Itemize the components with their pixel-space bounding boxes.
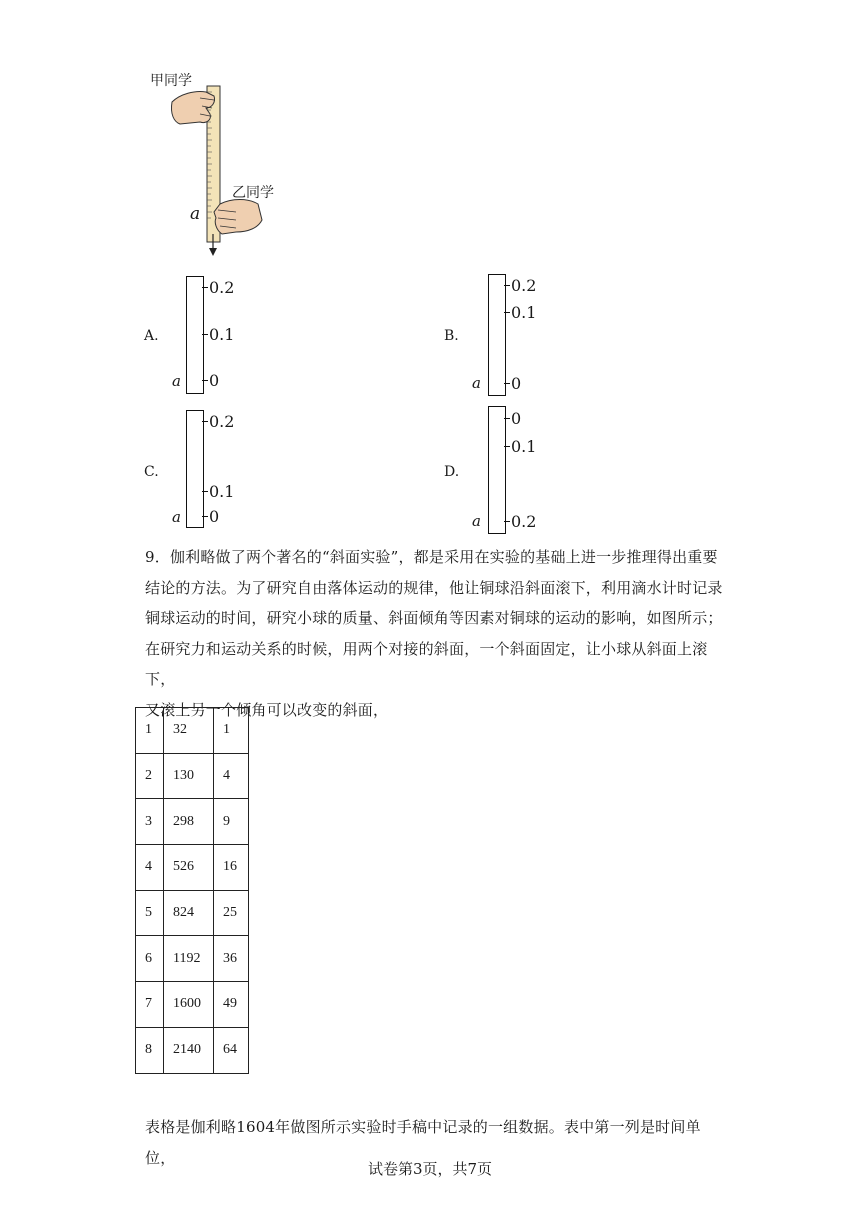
- tick-label: 0.2: [209, 412, 235, 431]
- tick-label: 0.1: [511, 437, 537, 456]
- table-cell: 1192: [164, 936, 214, 982]
- table-row: [136, 799, 249, 845]
- table-cell: 130: [164, 753, 214, 799]
- table-cell: 2140: [164, 1027, 214, 1073]
- table-cell: 32: [164, 708, 214, 754]
- option-letter: D.: [444, 464, 460, 480]
- ruler-hand-illustration: [140, 62, 300, 262]
- table-cell: 4: [136, 845, 164, 891]
- table-cell: 1: [136, 708, 164, 754]
- point-a-label: a: [172, 372, 181, 390]
- table-cell: 6: [136, 936, 164, 982]
- point-a-label: a: [472, 512, 481, 530]
- table-row: [136, 708, 249, 754]
- ruler-drop-figure: [140, 62, 300, 262]
- tick-mark: [202, 287, 208, 288]
- table-cell: 49: [214, 982, 249, 1028]
- paragraph-line: 结论的方法。为了研究自由落体运动的规律，他让铜球沿斜面滚下，利用滴水计时记录: [145, 578, 723, 597]
- table-cell: 526: [164, 845, 214, 891]
- label-student-yi: 乙同学: [232, 185, 274, 201]
- table-cell: 3: [136, 799, 164, 845]
- paragraph-line: 铜球运动的时间，研究小球的质量、斜面倾角等因素对铜球的运动的影响，如图所示；: [145, 609, 723, 627]
- table-cell: 16: [214, 845, 249, 891]
- after-table-text: 表格是伽利略1604年做图所示实验时手稿中记录的一组数据。表中第一列是时间单位，: [145, 1118, 701, 1167]
- tick-label: 0.1: [209, 325, 235, 344]
- tick-label: 0.1: [511, 303, 537, 322]
- table-row: [136, 982, 249, 1028]
- table-row: [136, 936, 249, 982]
- tick-label: 0.2: [511, 512, 537, 531]
- table-cell: 298: [164, 799, 214, 845]
- table-cell: 9: [214, 799, 249, 845]
- tick-label: 0.2: [511, 276, 537, 295]
- table-cell: 4: [214, 753, 249, 799]
- option-d[interactable]: [440, 404, 640, 536]
- tick-mark: [202, 380, 208, 381]
- point-a-label: a: [472, 374, 481, 392]
- tick-mark: [202, 516, 208, 517]
- table-cell: 36: [214, 936, 249, 982]
- tick-mark: [504, 312, 510, 313]
- point-a-label: a: [190, 204, 201, 224]
- option-letter: B.: [444, 328, 459, 344]
- galileo-data-table: [135, 707, 249, 1074]
- ruler-diagram: [186, 276, 204, 394]
- option-a[interactable]: [140, 272, 340, 400]
- label-student-jia: 甲同学: [150, 73, 192, 89]
- tick-mark: [504, 521, 510, 522]
- table-cell: 8: [136, 1027, 164, 1073]
- ruler-diagram: [488, 406, 506, 534]
- table-cell: 1: [214, 708, 249, 754]
- paragraph-line: 9．伽利略做了两个著名的“斜面实验”，都是采用在实验的基础上进一步推理得出重要: [145, 548, 718, 566]
- table-row: [136, 890, 249, 936]
- option-b[interactable]: [440, 272, 640, 400]
- option-letter: A.: [144, 328, 159, 344]
- table-cell: 824: [164, 890, 214, 936]
- tick-label: 0.2: [209, 278, 235, 297]
- tick-label: 0: [209, 371, 220, 390]
- option-letter: C.: [144, 464, 159, 480]
- tick-mark: [504, 446, 510, 447]
- tick-label: 0.1: [209, 482, 235, 501]
- tick-mark: [504, 418, 510, 419]
- tick-label: 0: [511, 374, 522, 393]
- option-c[interactable]: [140, 408, 340, 530]
- ruler-diagram: [488, 274, 506, 396]
- tick-label: 0: [209, 507, 220, 526]
- page-footer: 试卷第3页，共7页: [367, 1160, 493, 1178]
- table-cell: 2: [136, 753, 164, 799]
- table-cell: 5: [136, 890, 164, 936]
- paragraph-line: 在研究力和运动关系的时候，用两个对接的斜面，一个斜面固定，让小球从斜面上滚下，: [145, 639, 708, 688]
- tick-mark: [202, 491, 208, 492]
- table-row: [136, 1027, 249, 1073]
- tick-label: 0: [511, 409, 522, 428]
- point-a-label: a: [172, 508, 181, 526]
- table-cell: 25: [214, 890, 249, 936]
- question-9-text: [145, 542, 725, 725]
- table-cell: 7: [136, 982, 164, 1028]
- table-cell: 64: [214, 1027, 249, 1073]
- table-row: [136, 753, 249, 799]
- tick-mark: [504, 285, 510, 286]
- ruler-diagram: [186, 410, 204, 528]
- table-row: [136, 845, 249, 891]
- tick-mark: [202, 334, 208, 335]
- paragraph-line: 又滚上另一个倾角可以改变的斜面，: [145, 700, 389, 719]
- table-cell: 1600: [164, 982, 214, 1028]
- tick-mark: [504, 383, 510, 384]
- tick-mark: [202, 421, 208, 422]
